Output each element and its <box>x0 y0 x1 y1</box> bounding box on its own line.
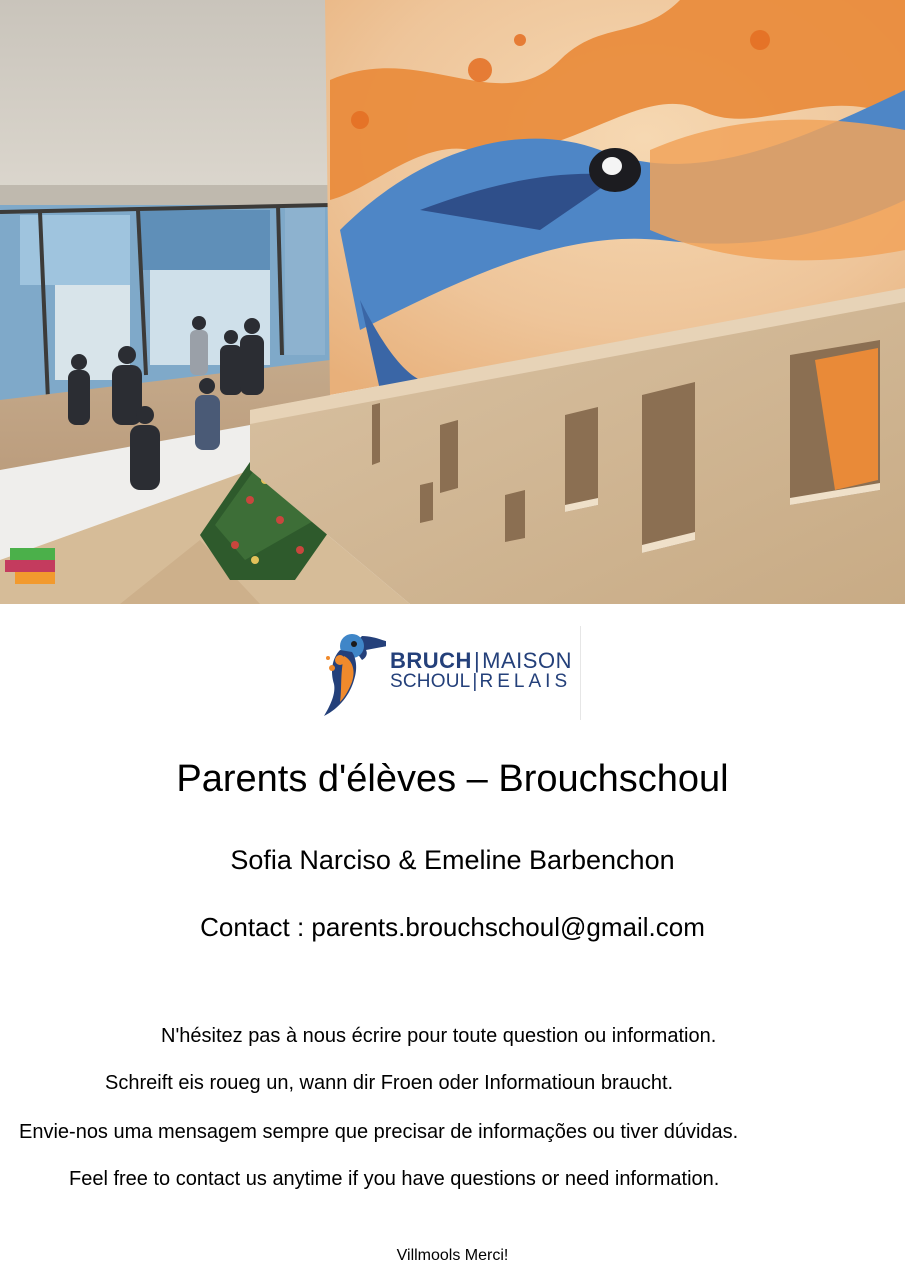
logo-divider <box>580 626 581 720</box>
logo-separator: | <box>473 648 481 673</box>
logo-separator: | <box>472 671 478 692</box>
page-title: Parents d'élèves – Brouchschoul <box>176 758 729 800</box>
logo <box>322 626 584 720</box>
message-french: N'hésitez pas à nous écrire pour toute question ou information. <box>161 1025 717 1047</box>
message-luxembourgish: Schreift eis roueg un, wann dir Froen oder Informatioun braucht. <box>105 1072 674 1094</box>
logo-schoul: SCHOUL <box>390 671 471 692</box>
kingfisher-icon <box>322 628 386 720</box>
logo-maison: MAISON <box>482 648 572 673</box>
message-portuguese: Envie-nos uma mensagem sempre que precisar de informações ou tiver dúvidas. <box>19 1121 739 1143</box>
school-hall-photo-icon <box>0 0 905 604</box>
logo-relais: RELAIS <box>479 671 572 692</box>
representatives: Sofia Narciso & Emeline Barbenchon <box>230 845 675 875</box>
logo-line-2 <box>390 671 571 693</box>
closing-thanks: Villmools Merci! <box>396 1247 509 1264</box>
hero-photo <box>0 0 905 604</box>
contact-email[interactable]: Contact : parents.brouchschoul@gmail.com <box>200 912 705 942</box>
message-english: Feel free to contact us anytime if you have questions or need information. <box>69 1168 720 1190</box>
logo-bruch: BRUCH <box>390 648 472 673</box>
